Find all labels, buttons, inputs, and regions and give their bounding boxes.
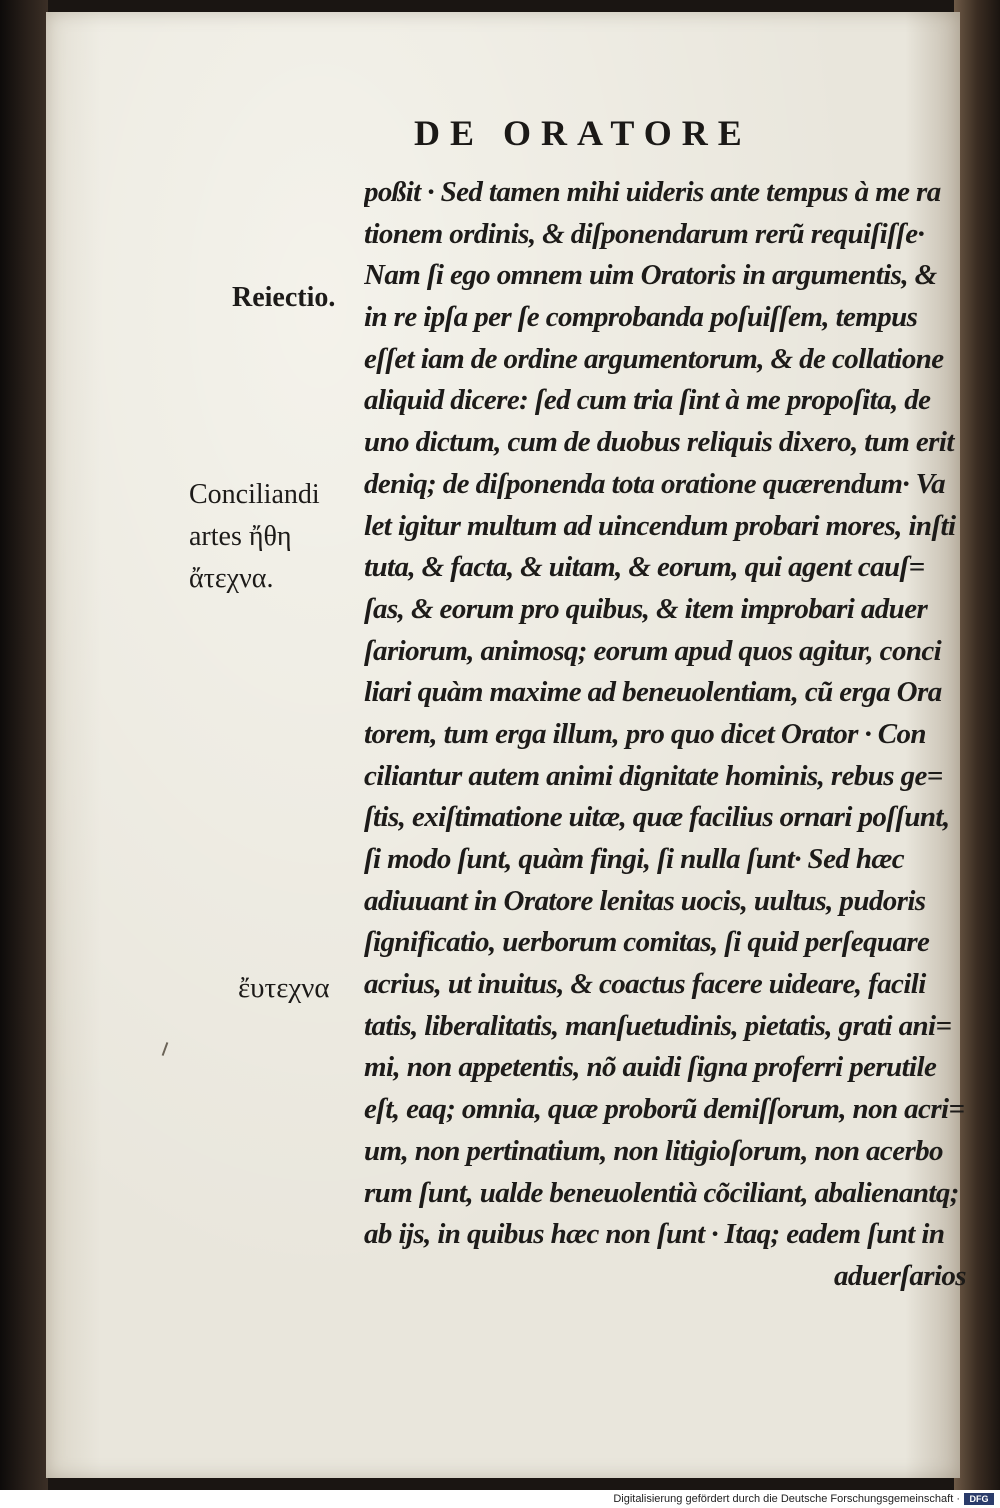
text-line: ciliantur autem animi dignitate hominis, rebus ge= <box>364 759 943 792</box>
text-line: ſi modo ſunt, quàm fingi, ſi nulla ſunt· Sed hæc <box>364 843 905 875</box>
text-line: in re ipſa per ſe comprobanda poſuiſſem, tempus <box>364 301 918 334</box>
text-line: aliquid dicere: ſed cum tria ſint à me propoſita, de <box>364 384 931 417</box>
text-line: liari quàm maxime ad beneuolentiam, cũ erga Ora <box>364 676 942 709</box>
text-line: ſignificatio, uerborum comitas, ſi quid perſequare <box>364 926 930 959</box>
text-line: mi, non appetentis, nõ auidi ſigna proferri perutile <box>364 1051 937 1084</box>
text-line: poßit · Sed tamen mihi uideris ante tempus à me ra <box>364 176 941 208</box>
margin-note-eutechna: ἔυτεχνα <box>238 972 330 1004</box>
text-line: eſſet iam de ordine argumentorum, & de collatione <box>364 342 944 375</box>
margin-note-line: ἄτεχνα. <box>189 563 274 594</box>
margin-note-conciliandi <box>189 474 320 600</box>
text-line: tatis, liberalitatis, manſuetudinis, pietatis, grati ani= <box>364 1009 952 1042</box>
text-line: ſtis, exiſtimatione uitæ, quæ facilius ornari poſſunt, <box>364 801 950 834</box>
book-page <box>46 12 966 1478</box>
scan-edge-left <box>0 0 48 1490</box>
text-line: tuta, & facta, & uitam, & eorum, qui agent cauſ= <box>364 551 925 584</box>
running-head: DE ORATORE <box>414 113 752 153</box>
body-text <box>364 172 984 1298</box>
text-line: acrius, ut inuitus, & coactus facere uideare, facili <box>364 968 926 1001</box>
margin-note-line: Conciliandi <box>189 479 320 510</box>
text-line: adiuuant in Oratore lenitas uocis, uultus, pudoris <box>364 884 926 917</box>
text-line: eſt, eaq; omnia, quæ proborũ demiſſorum, non acri= <box>364 1093 965 1126</box>
margin-note-line: artes ἤθη <box>189 521 292 552</box>
text-line: ſariorum, animosq; eorum apud quos agitur, conci <box>364 634 942 667</box>
text-line: rum ſunt, ualde beneuolentià cõciliant, abalienantq; <box>364 1176 959 1209</box>
text-line: deniq; de diſponenda tota oratione quærendum· Va <box>364 467 946 500</box>
text-line: ab ijs, in quibus hæc non ſunt · Itaq; eadem ſunt in <box>364 1218 945 1251</box>
margin-note-reiectio: Reiectio. <box>232 282 336 313</box>
text-line: tionem ordinis, & diſponendarum rerũ requiſiſſe· <box>364 217 925 250</box>
dfg-logo: DFG <box>964 1493 994 1505</box>
text-line: um, non pertinatium, non litigioſorum, non acerbo <box>364 1134 943 1167</box>
text-line: let igitur multum ad uincendum probari mores, inſti <box>364 509 956 542</box>
text-line: aduerſarios <box>834 1259 966 1292</box>
text-line: uno dictum, cum de duobus reliquis dixero, tum erit <box>364 426 954 459</box>
stray-ink-mark <box>162 1042 169 1056</box>
footer-credit: Digitalisierung gefördert durch die Deutsche Forschungsgemeinschaft · <box>613 1493 960 1505</box>
text-line: torem, tum erga illum, pro quo dicet Orator · Con <box>364 717 926 750</box>
text-line: ſas, & eorum pro quibus, & item improbari aduer <box>364 592 928 625</box>
footer-bar <box>0 1490 1000 1508</box>
text-line: Nam ſi ego omnem uim Oratoris in argumentis, & <box>364 259 937 292</box>
